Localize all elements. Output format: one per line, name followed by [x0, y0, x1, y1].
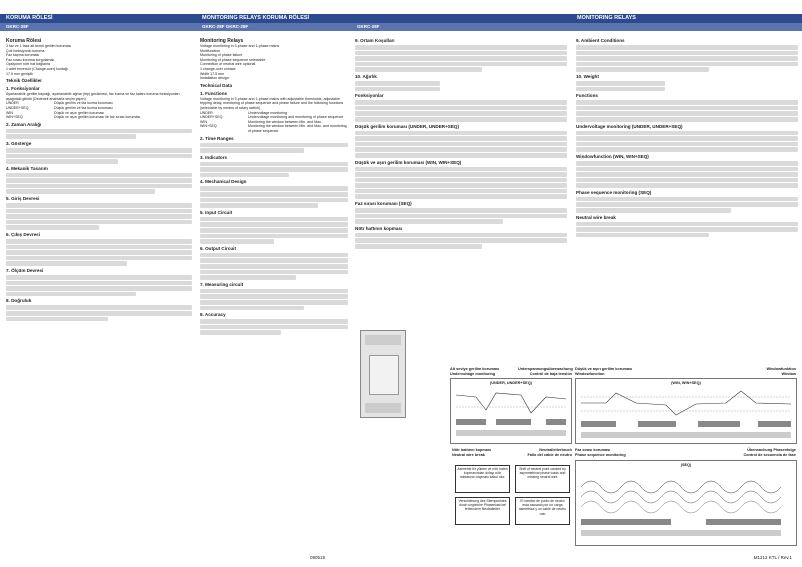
placeholder-line	[200, 186, 348, 191]
col4-s10: 10. Weight	[576, 73, 599, 79]
placeholder-line	[355, 167, 567, 172]
placeholder-line	[6, 159, 118, 164]
col2-s4: 4. Mechanical Design	[200, 179, 247, 185]
col3-notr: Nötr hattının kopması	[355, 225, 403, 231]
column-english	[200, 36, 348, 336]
func-key: UNDER	[200, 110, 213, 115]
placeholder-line	[355, 178, 567, 183]
col2-intro-7: Installation design	[200, 76, 229, 81]
placeholder-line	[576, 100, 798, 105]
col2-func-row	[200, 124, 348, 133]
placeholder-line	[6, 292, 136, 297]
placeholder-line	[355, 131, 567, 136]
placeholder-line	[355, 183, 567, 188]
d1-title-en: Undervoltage monitoring	[450, 371, 496, 376]
subheader-col1: GKRC-28F	[0, 23, 196, 31]
placeholder-line	[200, 294, 348, 299]
placeholder-line	[576, 183, 798, 188]
col4-win: Windowfunction (WIN, WIN+SEQ)	[576, 153, 649, 159]
placeholder-line	[200, 162, 348, 167]
phase-waveform	[576, 467, 796, 547]
placeholder-line	[6, 203, 192, 208]
window-timing-diagram	[575, 378, 797, 444]
phase-sequence-diagram	[575, 460, 797, 546]
diagram-window-title	[575, 367, 632, 376]
col1-intro-4: Opsiyonel nötr hat bağlama	[6, 62, 50, 67]
d2-title-en: Contrôl de baja tensión	[529, 371, 572, 376]
d7-title-en: Phase sequence monitoring	[575, 452, 626, 457]
placeholder-line	[200, 203, 318, 208]
placeholder-line	[576, 136, 798, 141]
d7-label: (SEQ)	[680, 463, 692, 467]
d5-title-tr: Nötr hattının kopması	[452, 448, 492, 452]
phase-seq-title-2	[720, 448, 796, 457]
func-val: Undervoltage monitoring and monitoring of phase sequence	[248, 115, 344, 120]
col3-fonk: Fonksiyonlar	[355, 93, 384, 99]
diagram-undervoltage-title	[450, 367, 499, 376]
col1-s6: 6. Çıkış Devresi	[6, 232, 40, 238]
placeholder-line	[355, 56, 567, 61]
header-koruma: KORUMA RÖLESİ	[0, 14, 196, 23]
placeholder-line	[6, 286, 192, 291]
d3-label: (WIN, WIN+SEQ)	[671, 381, 701, 385]
placeholder-line	[576, 202, 798, 207]
placeholder-line	[355, 244, 482, 249]
d7-title-tr: Faz sırası koruması	[575, 448, 611, 452]
footer-revision: M1212 KTL / Rev.1	[753, 555, 792, 560]
placeholder-line	[6, 178, 192, 183]
note-box-de: Verschiebung des Sternpunktes durch ungleiche Phasenlast bei fehlendem Neutralleiter	[455, 497, 510, 525]
col2-s1: 1. Functions	[200, 90, 228, 96]
func-val: Monitoring the window between Min. and Max. and monitoring of phase sequence	[248, 124, 347, 133]
placeholder-line	[200, 264, 348, 269]
d6-sub: Fallo del cable de neutro	[527, 452, 572, 457]
placeholder-line	[200, 289, 348, 294]
placeholder-line	[6, 129, 192, 134]
func-val: Düşük ve aşırı gerilim koruması ile faz sırası koruması	[54, 115, 141, 120]
placeholder-line	[355, 136, 567, 141]
diagram-undervoltage-title-2	[518, 367, 572, 376]
d2-title-tr: Unterspannungsüberwachung	[518, 367, 573, 371]
placeholder-line	[6, 239, 192, 244]
d1-label: (UNDER, UNDER+SEQ)	[490, 381, 532, 385]
placeholder-line	[200, 258, 348, 263]
col1-func-row	[6, 115, 192, 120]
d5-title-en: Neutral wire break	[452, 452, 485, 457]
placeholder-line	[200, 192, 348, 197]
col2-intro-5: 1 change-over contact	[200, 66, 236, 71]
placeholder-line	[576, 62, 798, 67]
col2-s1-text: Voltage monitoring in 3-phase and 1-phase mains with adjustable thresholds, adjustable tripping delay, monitoring of phase sequence and phase failure and the following functions (selectable by means of rotary switch)	[200, 96, 344, 110]
placeholder-line	[6, 311, 192, 316]
col2-intro-0: Voltage monitoring in 3-phase and 1-phase mains	[200, 44, 280, 48]
placeholder-line	[200, 325, 348, 330]
col1-intro-3: Faz sırası koruma sorgulamalı	[6, 57, 55, 62]
placeholder-line	[576, 117, 798, 122]
col2-intro-4: Connection of neutral wire optional	[200, 62, 256, 67]
placeholder-line	[576, 45, 798, 50]
placeholder-line	[576, 233, 709, 238]
neutral-break-title	[452, 448, 491, 457]
col2-s8: 8. Accuracy	[200, 312, 226, 318]
placeholder-line	[355, 111, 567, 116]
header-monitoring: MONITORING RELAYS	[571, 14, 802, 23]
placeholder-line	[200, 217, 348, 222]
phase-seq-title	[575, 448, 626, 457]
col3-under: Düşük gerilim koruması (UNDER, UNDER+SEQ)	[355, 123, 460, 129]
neutral-break-title-2	[518, 448, 572, 457]
subheader-col4	[571, 23, 802, 31]
placeholder-line	[6, 209, 192, 214]
placeholder-line	[200, 228, 348, 233]
placeholder-line	[6, 275, 192, 280]
placeholder-line	[576, 111, 798, 116]
col2-intro-1: Multifunction	[200, 48, 221, 53]
header-blank	[351, 14, 571, 23]
placeholder-line	[200, 143, 348, 148]
col2-s2: 2. Time Ranges	[200, 135, 234, 141]
func-val: Düşük ve aşırı gerilim koruması	[54, 110, 105, 115]
placeholder-line	[200, 198, 348, 203]
func-val: Monitoring the window between Min. and Max.	[248, 119, 322, 124]
placeholder-line	[200, 222, 348, 227]
d3-title-tr: Düşük ve aşırı gerilim koruması	[575, 367, 633, 371]
placeholder-line	[6, 220, 192, 225]
placeholder-line	[200, 319, 348, 324]
d1-title-tr: Alt seviye gerilim koruması	[450, 367, 500, 371]
subheader-col3: GKRC-28F	[351, 23, 571, 31]
col2-s7: 7. Measuring circuit	[200, 281, 244, 287]
col2-title: Monitoring Relays	[200, 38, 244, 44]
placeholder-line	[6, 225, 99, 230]
column-turkish-2	[355, 36, 567, 250]
note-box-es: El cambio de punto de neutro esta causado por un carga asimétrica y un cable de neutro roto	[515, 497, 570, 525]
placeholder-line	[355, 142, 567, 147]
func-key: UNDER+SEQ	[6, 105, 29, 110]
col2-intro-3: Monitoring of phase sequence selectable	[200, 57, 266, 62]
placeholder-line	[576, 51, 798, 56]
placeholder-line	[355, 51, 567, 56]
undervoltage-waveform	[451, 385, 571, 445]
placeholder-line	[6, 173, 192, 178]
placeholder-line	[576, 67, 709, 72]
placeholder-line	[355, 106, 567, 111]
placeholder-line	[6, 250, 192, 255]
col2-s3: 3. Indicators	[200, 154, 228, 160]
placeholder-line	[6, 184, 192, 189]
d4-title: Windowfunktion	[766, 367, 796, 371]
col1-s5: 5. Giriş Devresi	[6, 196, 40, 202]
placeholder-line	[576, 172, 798, 177]
placeholder-line	[576, 178, 798, 183]
placeholder-line	[355, 81, 440, 86]
placeholder-line	[200, 330, 281, 335]
col1-title: Koruma Rölesi	[6, 38, 42, 44]
placeholder-line	[200, 270, 348, 275]
placeholder-line	[6, 281, 192, 286]
placeholder-line	[200, 173, 289, 178]
placeholder-line	[355, 208, 567, 213]
col1-s2: 2. Zaman Aralığı	[6, 121, 42, 127]
placeholder-line	[355, 238, 567, 243]
placeholder-line	[6, 189, 155, 194]
placeholder-line	[355, 214, 567, 219]
placeholder-line	[355, 219, 503, 224]
func-key: UNDER	[6, 101, 19, 106]
placeholder-line	[576, 167, 798, 172]
placeholder-line	[576, 161, 798, 166]
column-turkish	[6, 36, 192, 322]
placeholder-line	[576, 222, 798, 227]
device-front-panel	[369, 355, 399, 395]
placeholder-line	[200, 167, 348, 172]
col2-s5: 5. Input Circuit	[200, 209, 233, 215]
device-terminals-bottom	[365, 403, 401, 413]
placeholder-line	[200, 234, 348, 239]
subheader-col2: GKRC-28F GKRC-28F	[196, 23, 351, 31]
placeholder-line	[576, 208, 731, 213]
d4-sub: Window	[781, 371, 796, 376]
placeholder-line	[355, 62, 567, 67]
placeholder-line	[200, 306, 304, 311]
placeholder-line	[576, 142, 798, 147]
col1-s1-text: Ayarlanabilir gerilim bayrağı, ayarlanabilir ağma (trip) gecikmesi, faz kızma ve faz kalanı koruma fonksiyonları aşağıdaki gibidir (Dedeneli anahtarla seçim yapın)	[6, 92, 180, 101]
footer-code: 090519	[310, 555, 326, 560]
placeholder-line	[6, 261, 127, 266]
placeholder-line	[355, 172, 567, 177]
col1-intro-2: Faz kaçma koruması	[6, 53, 40, 58]
col1-intro-6: 17.5 mm genişlik	[6, 71, 33, 76]
note-box-tr: Asimetrik bir yükten ve nötr hattın kopmasından dolayı nötr noktasının kayması kabul olur.	[455, 465, 510, 493]
func-key: WIN	[200, 119, 207, 124]
placeholder-line	[200, 148, 304, 153]
placeholder-line	[200, 253, 348, 258]
placeholder-line	[576, 87, 665, 92]
col1-intro-1: Çok fonksiyonlu koruma	[6, 48, 45, 53]
header-monitoring-koruma: MONITORING RELAYS KORUMA RÖLESİ	[196, 14, 351, 23]
placeholder-line	[6, 317, 108, 322]
col3-seq: Faz sırası koruması (SEQ)	[355, 201, 412, 207]
col4-s9: 9. Ambient Conditions	[576, 38, 625, 43]
note-box-en: Shift of neutral point caused by asymmetrical phase loads and missing neutral wire	[515, 465, 570, 493]
col3-s10: 10. Ağırlık	[355, 73, 377, 79]
placeholder-line	[355, 189, 567, 194]
func-val: Düşük gerilim ve faz kızma koruması	[54, 105, 113, 110]
placeholder-line	[6, 148, 192, 153]
placeholder-line	[6, 245, 192, 250]
col1-s7: 7. Ölçüm Devresi	[6, 268, 44, 273]
func-val: Düşük gerilim ve faz kızma koruması	[54, 101, 113, 106]
placeholder-line	[355, 87, 440, 92]
col2-intro-2: Monitoring of phase failure	[200, 53, 243, 58]
placeholder-line	[355, 45, 567, 50]
func-val: Undervoltage monitoring	[248, 110, 288, 115]
placeholder-line	[576, 227, 798, 232]
col2-s6: 6. Output Circuit	[200, 245, 236, 251]
col1-intro-5: 1 adet enversör (Change-over) kontağı	[6, 66, 68, 71]
column-english-2	[576, 36, 798, 238]
col4-functions: Functions	[576, 93, 598, 99]
window-waveform	[576, 385, 796, 445]
placeholder-line	[576, 106, 798, 111]
placeholder-line	[355, 153, 567, 158]
d8-sub: Control de secuencia de fase	[743, 452, 796, 457]
col4-neutral: Neutral wire break	[576, 214, 616, 220]
func-key: WIN+SEQ	[6, 115, 23, 120]
placeholder-line	[6, 134, 136, 139]
placeholder-line	[355, 100, 567, 105]
undervoltage-timing-diagram	[450, 378, 572, 444]
d6-title: Neutralleiterbruch	[539, 448, 572, 452]
placeholder-line	[200, 275, 296, 280]
placeholder-line	[6, 256, 192, 261]
relay-device-image	[360, 330, 406, 418]
col4-under: Undervoltage monitoring (UNDER, UNDER+SEQ)	[576, 123, 683, 129]
placeholder-line	[576, 131, 798, 136]
placeholder-line	[576, 81, 665, 86]
placeholder-line	[355, 117, 567, 122]
col1-intro-0: 3 faz ve 1 faza ait temel gerilim koruması	[6, 44, 72, 48]
col1-s1: 1. Fonksiyonlar	[6, 86, 40, 92]
col1-s4: 4. Mekanik Tasarım	[6, 165, 48, 171]
placeholder-line	[6, 154, 192, 159]
col4-seq: Phase sequence monitoring (SEQ)	[576, 189, 652, 195]
d3-title-en: Windowfunction	[575, 371, 605, 376]
placeholder-line	[576, 197, 798, 202]
col2-tech: Technical Data	[200, 82, 233, 88]
placeholder-line	[355, 233, 567, 238]
col1-s8: 8. Doğruluk	[6, 298, 32, 304]
placeholder-line	[355, 194, 567, 199]
col1-s3: 3. Gösterge	[6, 140, 32, 146]
func-key: WIN+SEQ	[200, 124, 217, 129]
diagram-window-title-2	[740, 367, 796, 376]
placeholder-line	[200, 300, 348, 305]
placeholder-line	[355, 67, 482, 72]
col1-tech: Teknik Özellikler	[6, 78, 42, 84]
col3-s9: 9. Ortam Koşulları	[355, 38, 395, 43]
placeholder-line	[576, 56, 798, 61]
func-key: UNDER+SEQ	[200, 115, 223, 120]
col2-intro-6: Width 17.5 mm	[200, 71, 225, 76]
func-key: WIN	[6, 110, 13, 115]
placeholder-line	[6, 214, 192, 219]
placeholder-line	[200, 239, 274, 244]
placeholder-line	[576, 147, 798, 152]
d8-title: Überwachung Phasenfolge	[747, 448, 796, 452]
placeholder-line	[6, 305, 192, 310]
col3-win: Düşük ve aşırı gerilim koruması (WIN, WIN+SEQ)	[355, 159, 462, 165]
device-terminals-top	[365, 335, 401, 345]
placeholder-line	[355, 147, 567, 152]
